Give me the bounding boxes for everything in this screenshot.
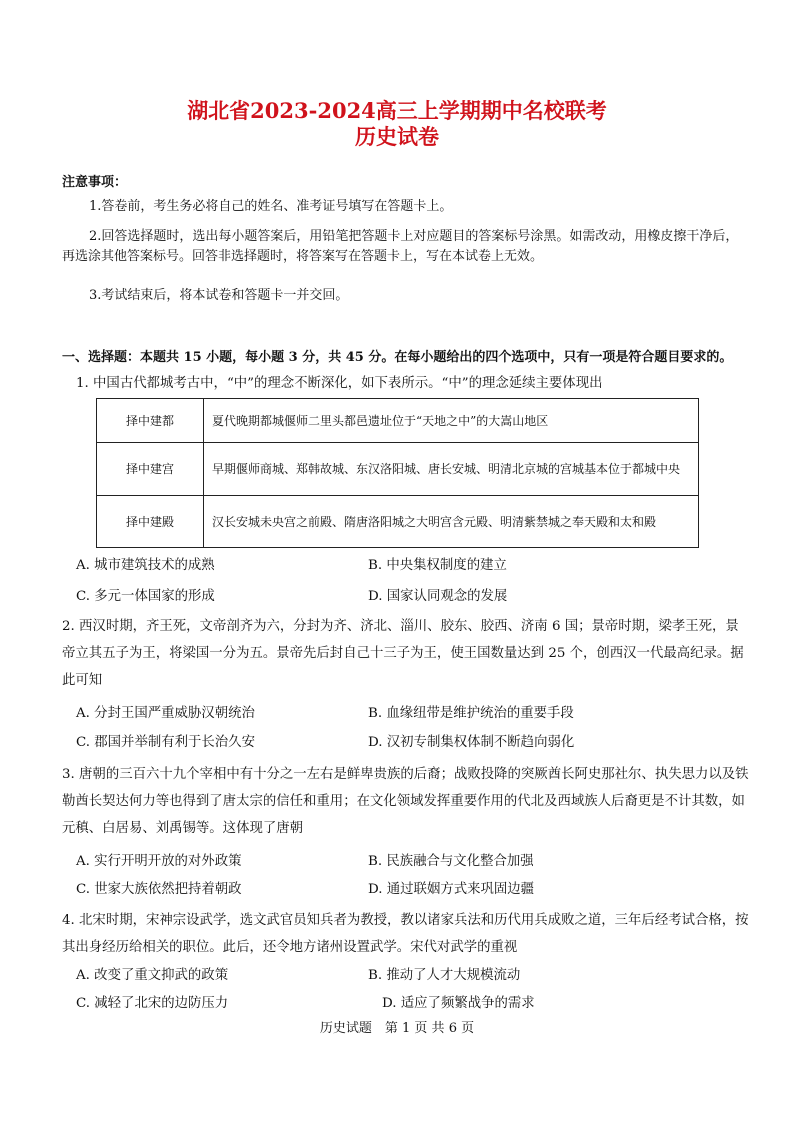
question-2-stem: 2. 西汉时期，齐王死，文帝剖齐为六，分封为齐、济北、淄川、胶东、胶西、济南 6 国；景帝时期，梁孝王死，景帝立其五子为王，将梁国一分为五。景帝先后封自己十三子为王，使王国数量达到 25 个，创西汉一代最高纪录。据此可知 <box>62 619 744 688</box>
page-footer: 历史试题 第 1 页 共 6 页 <box>319 1021 475 1036</box>
question-3-options-row-2 <box>76 878 736 902</box>
option-d: D. 汉初专制集权体制不断趋向弱化 <box>368 735 575 750</box>
option-c: C. 多元一体国家的形成 <box>76 589 215 604</box>
table-value: 早期偃师商城、郑韩故城、东汉洛阳城、唐长安城、明清北京城的宫城基本位于都城中央 <box>204 443 699 496</box>
exam-title: 湖北省2023-2024高三上学期期中名校联考 <box>187 98 607 123</box>
notice-item-2: 2.回答选择题时，选出每小题答案后，用铅笔把答题卡上对应题目的答案标号涂黑。如需改动，用橡皮擦干净后，再选涂其他答案标号。回答非选择题时，将答案写在答题卡上，写在本试卷上无效。 <box>62 229 739 264</box>
option-c: C. 世家大族依然把持着朝政 <box>76 882 242 897</box>
question-1-options-row-1 <box>76 554 736 578</box>
option-a: A. 改变了重文抑武的政策 <box>76 968 229 983</box>
exam-subject-title: 历史试卷 <box>355 124 439 149</box>
option-b: B. 血缘纽带是维护统治的重要手段 <box>368 706 574 721</box>
option-b: B. 推动了人才大规模流动 <box>368 968 521 983</box>
table-row <box>97 496 699 548</box>
option-a: A. 分封王国严重威胁汉朝统治 <box>76 706 255 721</box>
table-value: 汉长安城未央宫之前殿、隋唐洛阳城之大明宫含元殿、明清紫禁城之奉天殿和太和殿 <box>204 496 699 548</box>
table-key: 择中建都 <box>97 399 204 443</box>
option-d: D. 通过联姻方式来巩固边疆 <box>368 882 535 897</box>
table-key: 择中建宫 <box>97 443 204 496</box>
question-3-options-row-1 <box>76 850 736 874</box>
question-1-stem: 1. 中国古代都城考古中，“中”的理念不断深化，如下表所示。“中”的理念延续主要体现出 <box>76 376 603 391</box>
option-d: D. 国家认同观念的发展 <box>368 589 508 604</box>
table-row <box>97 399 699 443</box>
table-key: 择中建殿 <box>97 496 204 548</box>
notice-item-1: 1.答卷前，考生务必将自己的姓名、准考证号填写在答题卡上。 <box>89 199 453 214</box>
option-d: D. 适应了频繁战争的需求 <box>382 996 535 1011</box>
option-c: C. 郡国并举制有利于长治久安 <box>76 735 255 750</box>
question-3-stem: 3. 唐朝的三百六十九个宰相中有十分之一左右是鲜卑贵族的后裔；战败投降的突厥酋长阿史那社尔、执失思力以及铁勒酋长契达何力等也得到了唐太宗的信任和重用；在文化领域发挥重要作用的代北及西域族人后裔更是不计其数，如元稹、白居易、刘禹锡等。这体现了唐朝 <box>62 767 749 836</box>
option-a: A. 实行开明开放的对外政策 <box>76 854 242 869</box>
question-4-options-row-1 <box>76 964 736 988</box>
option-b: B. 民族融合与文化整合加强 <box>368 854 534 869</box>
option-c: C. 减轻了北宋的边防压力 <box>76 996 229 1011</box>
section-heading: 一、选择题：本题共 15 小题，每小题 3 分，共 45 分。在每小题给出的四个选项中，只有一项是符合题目要求的。 <box>62 350 733 365</box>
question-4-options-row-2 <box>76 992 736 1016</box>
question-1-table <box>96 398 699 548</box>
option-a: A. 城市建筑技术的成熟 <box>76 558 215 573</box>
notice-heading: 注意事项： <box>62 175 128 190</box>
question-1-options-row-2 <box>76 585 736 609</box>
table-row <box>97 443 699 496</box>
table-value: 夏代晚期都城偃师二里头都邑遗址位于“天地之中”的大嵩山地区 <box>204 399 699 443</box>
option-b: B. 中央集权制度的建立 <box>368 558 507 573</box>
question-4-stem: 4. 北宋时期，宋神宗设武学，选文武官员知兵者为教授，教以诸家兵法和历代用兵成败之道，三年后经考试合格，按其出身经历给相关的职位。此后，还令地方诸州设置武学。宋代对武学的重视 <box>62 913 749 955</box>
question-2-options-row-2 <box>76 731 736 755</box>
notice-item-3: 3.考试结束后，将本试卷和答题卡一并交回。 <box>89 288 349 303</box>
question-2-options-row-1 <box>76 702 736 726</box>
